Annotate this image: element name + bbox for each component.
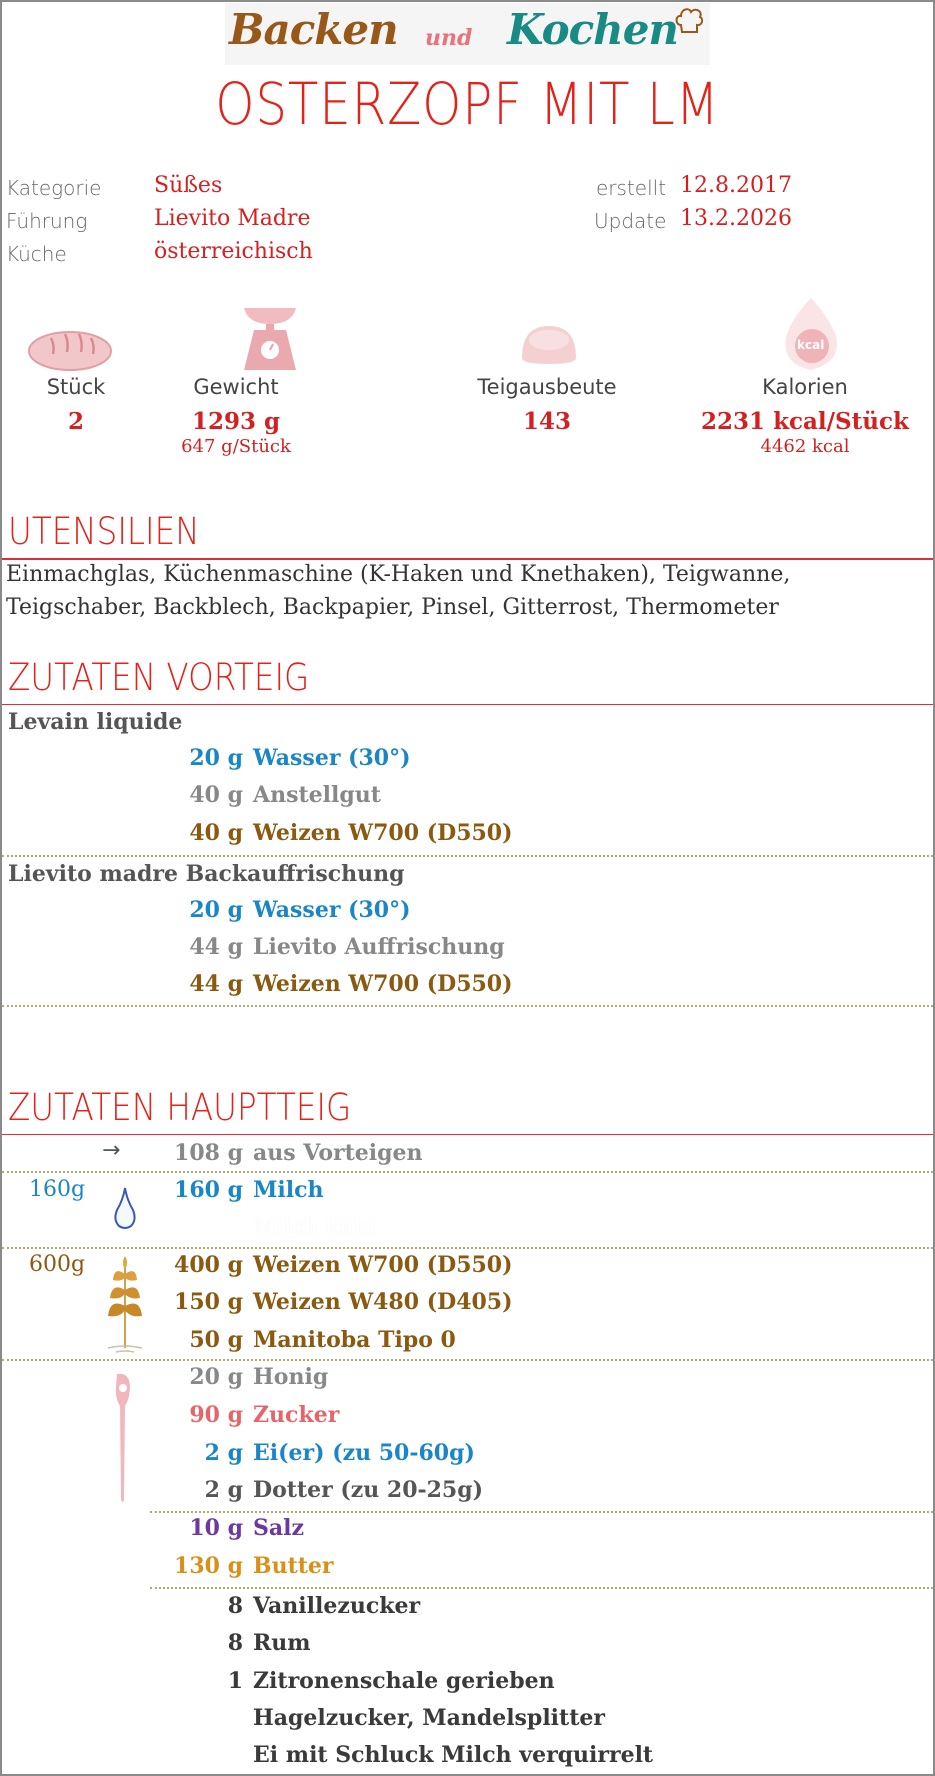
section-divider <box>2 704 933 705</box>
ingredient-row <box>0 820 513 856</box>
ingredient-name[interactable]: Wasser (30°) <box>253 745 411 771</box>
dough-icon <box>520 324 578 366</box>
ingredient-amount: 150 g <box>174 1289 243 1315</box>
ingredient-amount: 40 g <box>189 782 243 808</box>
stat-label-stueck: Stück <box>46 375 106 399</box>
ingredient-name[interactable]: Rum <box>253 1630 311 1656</box>
ingredient-amount: 44 g <box>189 971 243 997</box>
stat-value-teigausbeute: 143 <box>522 408 572 435</box>
ingredient-row <box>0 1289 513 1325</box>
section-divider <box>2 558 933 560</box>
meta-value-update: 13.2.2026 <box>680 206 792 231</box>
meta-label-kategorie: Kategorie <box>6 176 102 200</box>
ingredient-amount: 10 g <box>189 1515 243 1541</box>
meta-label-erstellt: erstellt <box>596 176 667 200</box>
group-divider <box>2 1359 933 1361</box>
meta-label-kueche: Küche <box>6 242 67 266</box>
ingredient-row <box>0 1402 340 1438</box>
ingredient-amount: 160 g <box>174 1177 243 1203</box>
logo-text-und: und <box>425 25 473 51</box>
ingredient-row <box>0 782 381 818</box>
ingredient-name[interactable]: Dotter (zu 20-25g) <box>253 1477 484 1503</box>
ingredient-amount: 40 g <box>189 820 243 846</box>
ingredient-amount: 50 g <box>189 1327 243 1353</box>
meta-value-fuehrung[interactable]: Lievito Madre <box>154 206 311 231</box>
flour-total: 600g <box>29 1252 86 1277</box>
ingredient-name[interactable]: Weizen W700 (D550) <box>253 1252 513 1278</box>
scale-icon <box>242 306 298 372</box>
ingredient-amount: 8 <box>227 1593 243 1619</box>
group-divider <box>2 855 933 857</box>
ingredient-amount: 1 <box>227 1668 243 1694</box>
recipe-title: OSTERZOPF MIT LM <box>215 70 720 138</box>
ingredient-row <box>0 745 411 781</box>
ingredient-row <box>0 1252 513 1288</box>
group-divider <box>2 1247 933 1249</box>
group-divider <box>2 1171 933 1173</box>
stat-value-kalorien: 2231 kcal/Stück <box>701 408 909 435</box>
ingredient-name[interactable]: Zucker <box>253 1402 340 1428</box>
group-heading-levain: Levain liquide <box>8 709 183 735</box>
stat-value-gewicht: 1293 g <box>191 408 281 435</box>
stat-value-stueck: 2 <box>67 408 85 435</box>
ingredient-row <box>0 1177 324 1213</box>
ingredient-name[interactable]: Milch <box>253 1177 324 1203</box>
ingredient-amount: 8 <box>227 1630 243 1656</box>
ingredient-amount: 108 g <box>174 1140 243 1166</box>
logo-text-kochen: Kochen <box>507 5 678 54</box>
ingredient-amount: 20 g <box>189 897 243 923</box>
ingredient-row <box>0 1630 311 1666</box>
liquid-total: 160g <box>29 1177 86 1202</box>
ingredient-name[interactable]: Ei mit Schluck Milch verquirrelt <box>253 1742 654 1768</box>
ingredient-row <box>0 1440 475 1476</box>
ingredient-row <box>0 971 513 1007</box>
section-heading-vorteig: ZUTATEN VORTEIG <box>8 656 310 699</box>
ingredient-name[interactable]: Lievito Auffrischung <box>253 934 505 960</box>
site-logo[interactable] <box>225 3 710 65</box>
group-divider <box>150 1587 933 1589</box>
ingredient-row <box>0 934 505 970</box>
stat-label-gewicht: Gewicht <box>193 375 279 399</box>
utensils-line-1: Einmachglas, Küchenmaschine (K-Haken und Knethaken), Teigwanne, <box>6 562 791 587</box>
kcal-icon-text: kcal <box>797 338 825 352</box>
section-heading-hauptteig: ZUTATEN HAUPTTEIG <box>8 1086 352 1129</box>
meta-label-update: Update <box>594 209 667 233</box>
liquid-note: Milch kühl <box>254 1214 376 1238</box>
chef-hat-icon <box>673 5 705 35</box>
ingredient-amount: 20 g <box>189 745 243 771</box>
bread-icon <box>27 326 113 372</box>
ingredient-name[interactable]: Zitronenschale gerieben <box>253 1668 555 1694</box>
meta-value-erstellt: 12.8.2017 <box>680 173 792 198</box>
section-heading-utensilien: UTENSILIEN <box>8 510 200 553</box>
ingredient-row <box>0 897 411 933</box>
ingredient-name[interactable]: Ei(er) (zu 50-60g) <box>253 1440 475 1466</box>
group-heading-lievito: Lievito madre Backauffrischung <box>8 861 405 887</box>
ingredient-name[interactable]: Salz <box>253 1515 304 1541</box>
ingredient-amount: 2 g <box>204 1477 243 1503</box>
ingredient-name[interactable]: Honig <box>253 1364 329 1390</box>
stat-label-teigausbeute: Teigausbeute <box>477 375 617 399</box>
stat-sub-kalorien: 4462 kcal <box>760 436 850 457</box>
ingredient-name[interactable]: Anstellgut <box>253 782 381 808</box>
ingredient-name[interactable]: Wasser (30°) <box>253 897 411 923</box>
ingredient-name[interactable]: Manitoba Tipo 0 <box>253 1327 456 1353</box>
arrow-right-icon: → <box>102 1138 121 1163</box>
meta-value-kueche[interactable]: österreichisch <box>154 239 313 264</box>
group-divider <box>150 1511 933 1513</box>
meta-value-kategorie[interactable]: Süßes <box>154 173 223 198</box>
group-divider <box>2 1005 933 1007</box>
ingredient-row <box>0 1364 329 1400</box>
ingredient-row <box>0 1705 605 1741</box>
ingredient-amount: 400 g <box>174 1252 243 1278</box>
ingredient-name[interactable]: Weizen W480 (D405) <box>253 1289 513 1315</box>
ingredient-row <box>0 1553 334 1589</box>
ingredient-name[interactable]: Hagelzucker, Mandelsplitter <box>253 1705 605 1731</box>
ingredient-amount: 90 g <box>189 1402 243 1428</box>
kcal-flame-icon <box>778 296 844 372</box>
meta-label-fuehrung: Führung <box>6 209 88 233</box>
utensils-line-2: Teigschaber, Backblech, Backpapier, Pinsel, Gitterrost, Thermometer <box>6 595 779 620</box>
ingredient-row <box>0 1515 304 1551</box>
ingredient-name[interactable]: Weizen W700 (D550) <box>253 971 513 997</box>
stat-label-kalorien: Kalorien <box>762 375 848 399</box>
ingredient-name[interactable]: Vanillezucker <box>253 1593 421 1619</box>
ingredient-row <box>0 1477 484 1513</box>
ingredient-amount: 44 g <box>189 934 243 960</box>
ingredient-row <box>0 1742 654 1776</box>
ingredient-name[interactable]: Weizen W700 (D550) <box>253 820 513 846</box>
ingredient-row <box>0 1593 421 1629</box>
ingredient-name[interactable]: aus Vorteigen <box>253 1140 423 1166</box>
logo-text-backen: Backen <box>229 5 398 54</box>
ingredient-amount: 130 g <box>174 1553 243 1579</box>
stat-sub-gewicht: 647 g/Stück <box>181 436 291 457</box>
section-divider <box>2 1134 933 1135</box>
ingredient-amount: 20 g <box>189 1364 243 1390</box>
ingredient-name[interactable]: Butter <box>253 1553 334 1579</box>
ingredient-row <box>0 1327 456 1363</box>
ingredient-amount: 2 g <box>204 1440 243 1466</box>
ingredient-row <box>0 1668 555 1704</box>
